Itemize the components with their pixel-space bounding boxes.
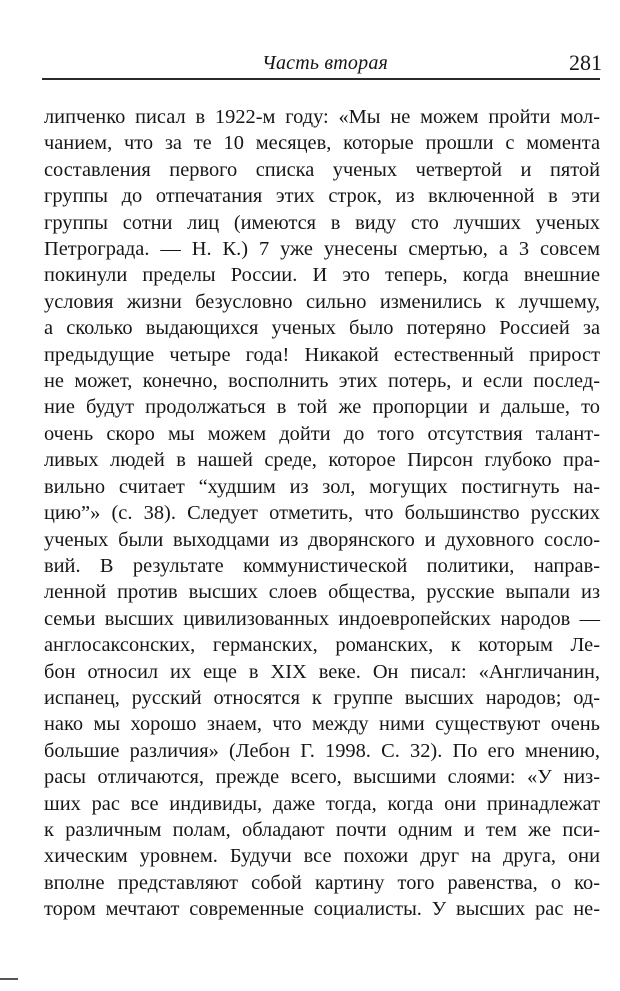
text-line: не может, конечно, восполнить этих потерь, и если послед- <box>44 370 600 393</box>
text-line: к различным полам, обладают почти одним и тем же пси- <box>44 818 600 841</box>
header-rule <box>42 78 600 80</box>
text-line: ших рас все индивиды, даже тогда, когда они принадлежат <box>44 792 600 815</box>
text-line: большие различия» (Лебон Г. 1998. С. 32). По его мнению, <box>44 739 600 762</box>
text-line: предыдущие четыре года! Никакой естественный прирост <box>44 343 600 366</box>
text-line: цию”» (с. 38). Следует отметить, что большинство русских <box>44 502 600 525</box>
scan-edge-mark <box>0 978 18 980</box>
text-line: нако мы хорошо знаем, что между ними существуют очень <box>44 713 600 736</box>
text-line: расы отличаются, прежде всего, высшими слоями: «У низ- <box>44 766 600 789</box>
text-line: очень скоро мы можем дойти до того отсутствия талант- <box>44 422 600 445</box>
page-number: 281 <box>569 50 602 75</box>
text-line: англосаксонских, германских, романских, к которым Ле- <box>44 634 600 657</box>
text-line: ние будут продолжаться в той же пропорции и дальше, то <box>44 396 600 419</box>
text-line: тором мечтают современные социалисты. У высших рас не- <box>44 898 600 921</box>
text-line: условия жизни безусловно сильно изменились к лучшему, <box>44 290 600 313</box>
text-line: испанец, русский относятся к группе высших народов; од- <box>44 686 600 709</box>
text-line: хическим уровнем. Будучи все похожи друг на друга, они <box>44 845 600 868</box>
section-title: Часть вторая <box>262 52 389 74</box>
text-line: липченко писал в 1922-м году: «Мы не можем пройти мол- <box>44 106 600 128</box>
text-line: вполне представляют собой картину того равенства, о ко- <box>44 871 600 894</box>
text-line: семьи высших цивилизованных индоевропейских народов — <box>44 607 600 630</box>
text-line: чанием, что за те 10 месяцев, которые прошли с момента <box>44 132 600 155</box>
text-line: ленной против высших слоев общества, русские выпали из <box>44 581 600 604</box>
text-line: ученых были выходцами из дворянского и духовного сосло- <box>44 528 600 551</box>
text-line: группы до отпечатания этих строк, из включенной в эти <box>44 185 600 208</box>
text-line: вий. В результате коммунистической политики, направ- <box>44 554 600 577</box>
text-line: а сколько выдающихся ученых было потеряно Россией за <box>44 317 600 340</box>
text-line: бон относил их еще в XIX веке. Он писал: «Англичанин, <box>44 660 600 683</box>
text-line: Петрограда. — Н. К.) 7 уже унесены смертью, а 3 совсем <box>44 238 600 261</box>
text-line: составления первого списка ученых четвертой и пятой <box>44 158 600 181</box>
body-text <box>44 104 600 923</box>
text-line: покинули пределы России. И это теперь, когда внешние <box>44 264 600 287</box>
running-head <box>40 52 602 78</box>
text-line: вильно считает “худшим из зол, могущих постигнуть на- <box>44 475 600 498</box>
text-line: группы сотни лиц (имеются в виду сто лучших ученых <box>44 211 600 234</box>
text-line: ливых людей в нашей среде, которое Пирсон глубоко пра- <box>44 449 600 472</box>
